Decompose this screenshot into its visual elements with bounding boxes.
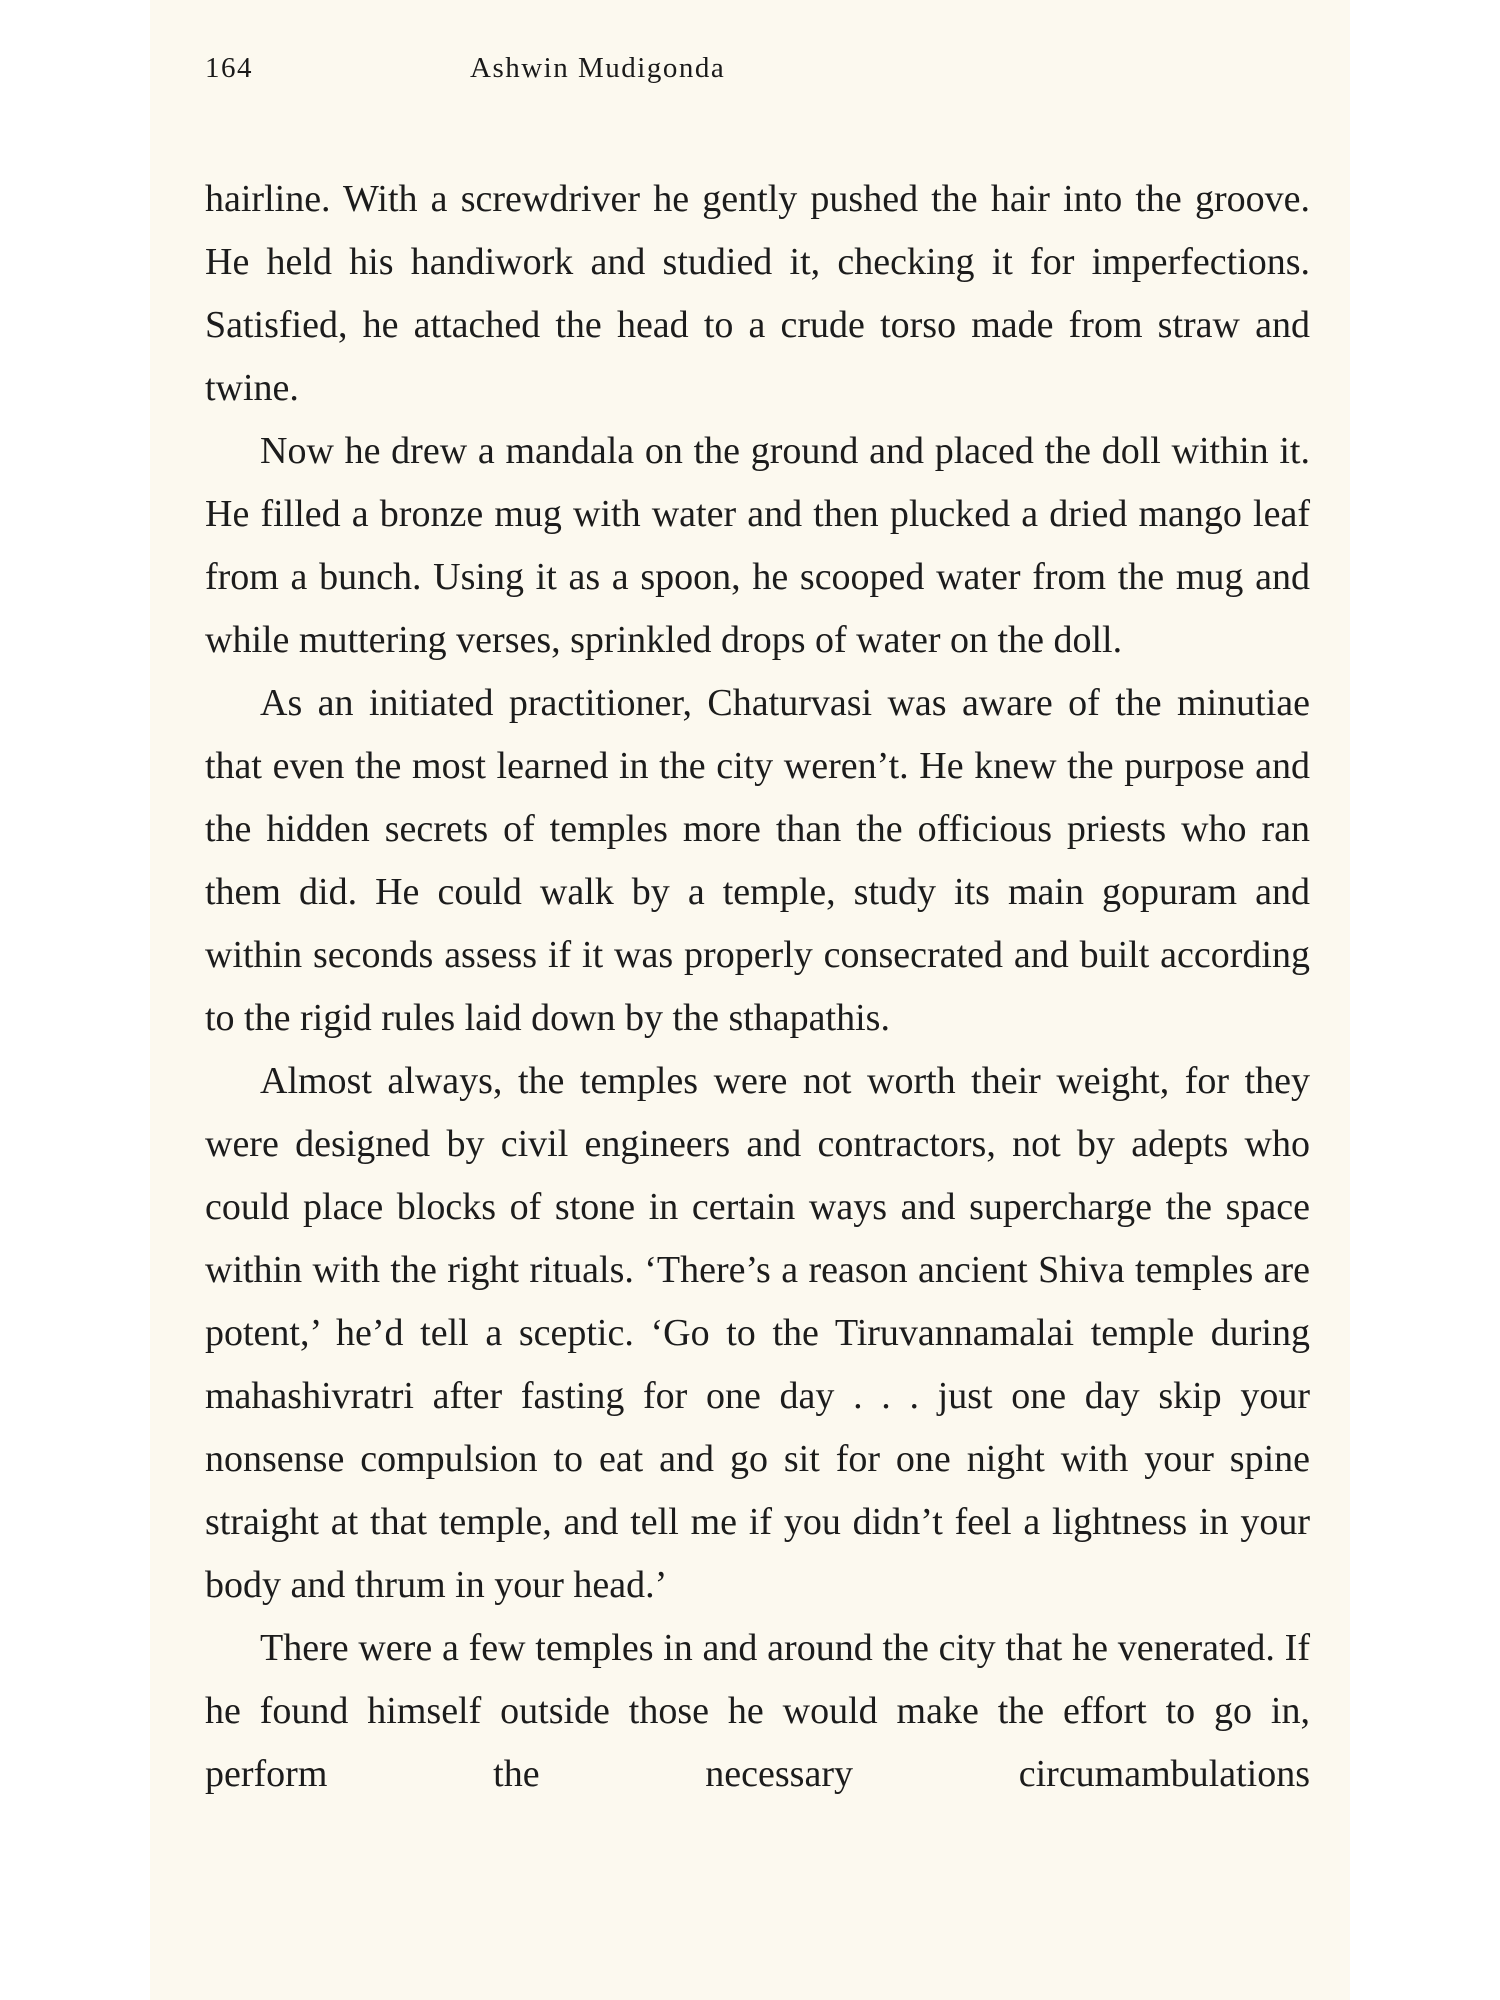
page-number: 164 [205, 52, 253, 84]
running-head [205, 52, 1295, 92]
book-page [150, 0, 1350, 2000]
paragraph-5: There were a few temples in and around the city that he venerated. If he found himself outside those he would make the effort to go in, perform the necessary circumambulations [205, 1627, 1310, 1795]
body-text [205, 168, 1310, 1806]
paragraph-1: hairline. With a screwdriver he gently pushed the hair into the groove. He held his handiwork and studied it, checking it for imperfections. Satisfied, he attached the head to a crude torso made from straw and twine. [205, 178, 1310, 409]
running-head-author: Ashwin Mudigonda [470, 52, 726, 84]
paragraph-4: Almost always, the temples were not worth their weight, for they were designed by civil engineers and contractors, not by adepts who could place blocks of stone in certain ways and supercharge the space within with the right rituals. ‘There’s a reason ancient Shiva temples are potent,’ he’d tell a sceptic. ‘Go to the Tiruvannamalai temple during mahashivratri after fasting for one day . . . just one day skip your nonsense compulsion to eat and go sit for one night with your spine straight at that temple, and tell me if you didn’t feel a lightness in your body and thrum in your head.’ [205, 1060, 1310, 1606]
paragraph-2: Now he drew a mandala on the ground and placed the doll within it. He filled a bronze mug with water and then plucked a dried mango leaf from a bunch. Using it as a spoon, he scooped water from the mug and while muttering verses, sprinkled drops of water on the doll. [205, 430, 1310, 661]
paragraph-3: As an initiated practitioner, Chaturvasi was aware of the minutiae that even the most learned in the city weren’t. He knew the purpose and the hidden secrets of temples more than the officious priests who ran them did. He could walk by a temple, study its main gopuram and within seconds assess if it was properly consecrated and built according to the rigid rules laid down by the sthapathis. [205, 682, 1310, 1039]
